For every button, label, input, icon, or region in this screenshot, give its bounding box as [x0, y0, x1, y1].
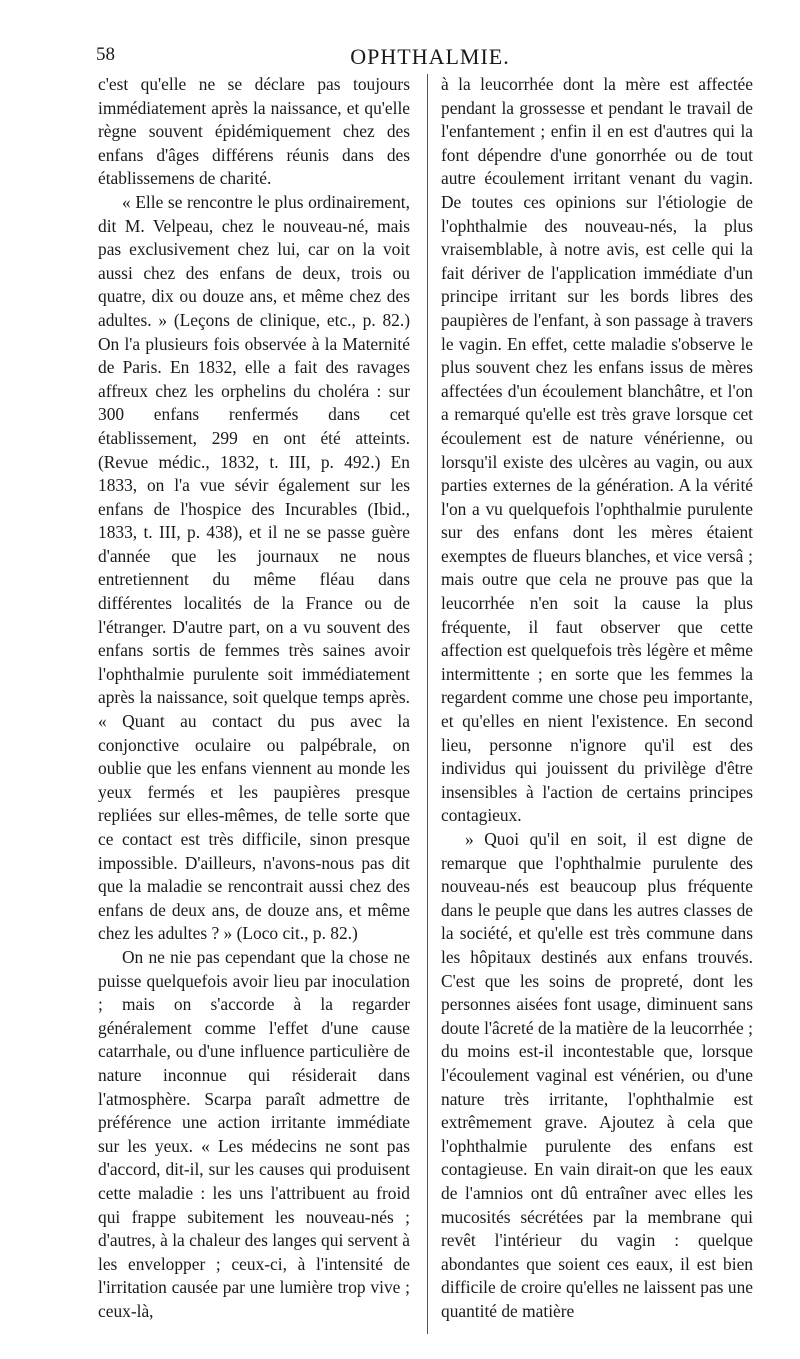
- paragraph: » Quoi qu'il en soit, il est digne de remarque que l'ophthalmie purulente des nouveau-nés est beaucoup plus fréquente dans le peuple que dans les autres classes de la société, et qu'elle est très commune dans les hôpitaux destinés aux enfans trouvés. C'est que les soins de propreté, dont les personnes aisées font usage, diminuent sans doute l'âcreté de la matière de la leucorrhée ; du moins est-il incontestable que, lorsque l'écoulement vaginal est vénérien, ou d'une nature très irritante, l'ophthalmie est extrêmement grave. Ajoutez à cela que l'ophthalmie purulente des enfans est contagieuse. En vain dirait-on que les eaux de l'amnios ont dû entraîner avec elles les mucosités sécrétées par la membrane qui revêt l'intérieur du vagin : quelque abondantes que soient ces eaux, il est bien difficile de croire qu'elles ne laissent pas une quantité de matière: [441, 829, 753, 1321]
- paragraph: On ne nie pas cependant que la chose ne puisse quelquefois avoir lieu par inoculation ; mais on s'accorde à la regarder généralement comme l'effet d'une cause catarrhale, ou d'une influence particulière de nature inconnue qui résiderait dans l'atmosphère. Scarpa paraît admettre de préférence une action irritante immédiate sur les yeux. « Les médecins ne sont pas d'accord, dit-il, sur les causes qui produisent cette maladie : les uns l'attribuent au froid qui frappe subitement les nouveau-nés ; d'autres, à la chaleur des langes qui servent à les envelopper ; ceux-ci, à l'intensité de l'irritation causée par une lumière trop vive ; ceux-là,: [98, 946, 410, 1321]
- paragraph: c'est qu'elle ne se déclare pas toujours immédiatement après la naissance, et qu'elle règne souvent épidémiquement chez des enfans d'âges différens réunis dans des établissemens de charité.: [98, 74, 410, 189]
- running-title: OPHTHALMIE.: [350, 44, 510, 69]
- paragraph: « Elle se rencontre le plus ordinairement, dit M. Velpeau, chez le nouveau-né, mais pas exclusivement chez lui, car on la voit aussi chez des enfans de deux, trois ou quatre, dix ou douze ans, et même chez des adultes. » (Leçons de clinique, etc., p. 82.) On l'a plusieurs fois observée à la Maternité de Paris. En 1832, elle a fait des ravages affreux chez les orphelins du choléra : sur 300 enfans renfermés dans cet établissement, 299 en ont été atteints. (Revue médic., 1832, t. III, p. 492.) En 1833, on l'a vue sévir également sur les enfans de l'hospice des Incurables (Ibid., 1833, t. III, p. 438), et il ne se passe guère d'année que les journaux ne nous entretiennent du même fléau dans différentes localités de la France ou de l'étranger. D'autre part, on a vu souvent des enfans sortis de femmes très saines avoir l'ophthalmie purulente soit immédiatement après la naissance, soit quelque temps après. « Quant au contact du pus avec la conjonctive oculaire ou palpébrale, on oublie que les enfans viennent au monde les yeux fermés et les paupières presque repliées sur elles-mêmes, de telle sorte que ce contact est très difficile, sinon presque impossible. D'ailleurs, n'avons-nous pas dit que la maladie se rencontrait aussi chez des enfans de deux ans, de douze ans, et même chez les adultes ? » (Loco cit., p. 82.): [98, 191, 410, 944]
- left-column: [98, 73, 410, 1323]
- paragraph: à la leucorrhée dont la mère est affectée pendant la grossesse et pendant le travail de l'enfantement ; enfin il en est d'autres qui la font dépendre d'une gonorrhée ou de tout autre écoulement irritant venant du vagin. De toutes ces opinions sur l'étiologie de l'ophthalmie des nouveau-nés, la plus vraisemblable, à notre avis, est celle qui la fait dériver de l'application immédiate d'un principe irritant sur les bords libres des paupières de l'enfant, à son passage à travers le vagin. En effet, cette maladie s'observe le plus souvent chez les enfans issus de mères affectées d'un écoulement blanchâtre, et l'on a remarqué qu'elle est très grave lorsque cet écoulement est de nature vénérienne, ou lorsqu'il existe des ulcères au vagin, ou aux parties externes de la génération. A la vérité l'on a vu quelquefois l'ophthalmie purulente sur des enfans dont les mères étaient exemptes de flueurs blanches, et vice versâ ; mais outre que cela ne prouve pas que la leucorrhée n'en soit la cause la plus fréquente, il faut observer que cette affection est quelquefois très légère et même intermittente ; en sorte que les femmes la regardent comme une chose peu importante, et qu'elles en nient l'existence. En second lieu, personne n'ignore qu'il est des individus qui jouissent du privilège d'être insensibles à l'action de certains principes contagieux.: [441, 74, 753, 826]
- page-number: 58: [96, 44, 115, 65]
- right-column: [441, 73, 753, 1323]
- column-divider: [427, 74, 428, 1334]
- page-header: [96, 44, 764, 74]
